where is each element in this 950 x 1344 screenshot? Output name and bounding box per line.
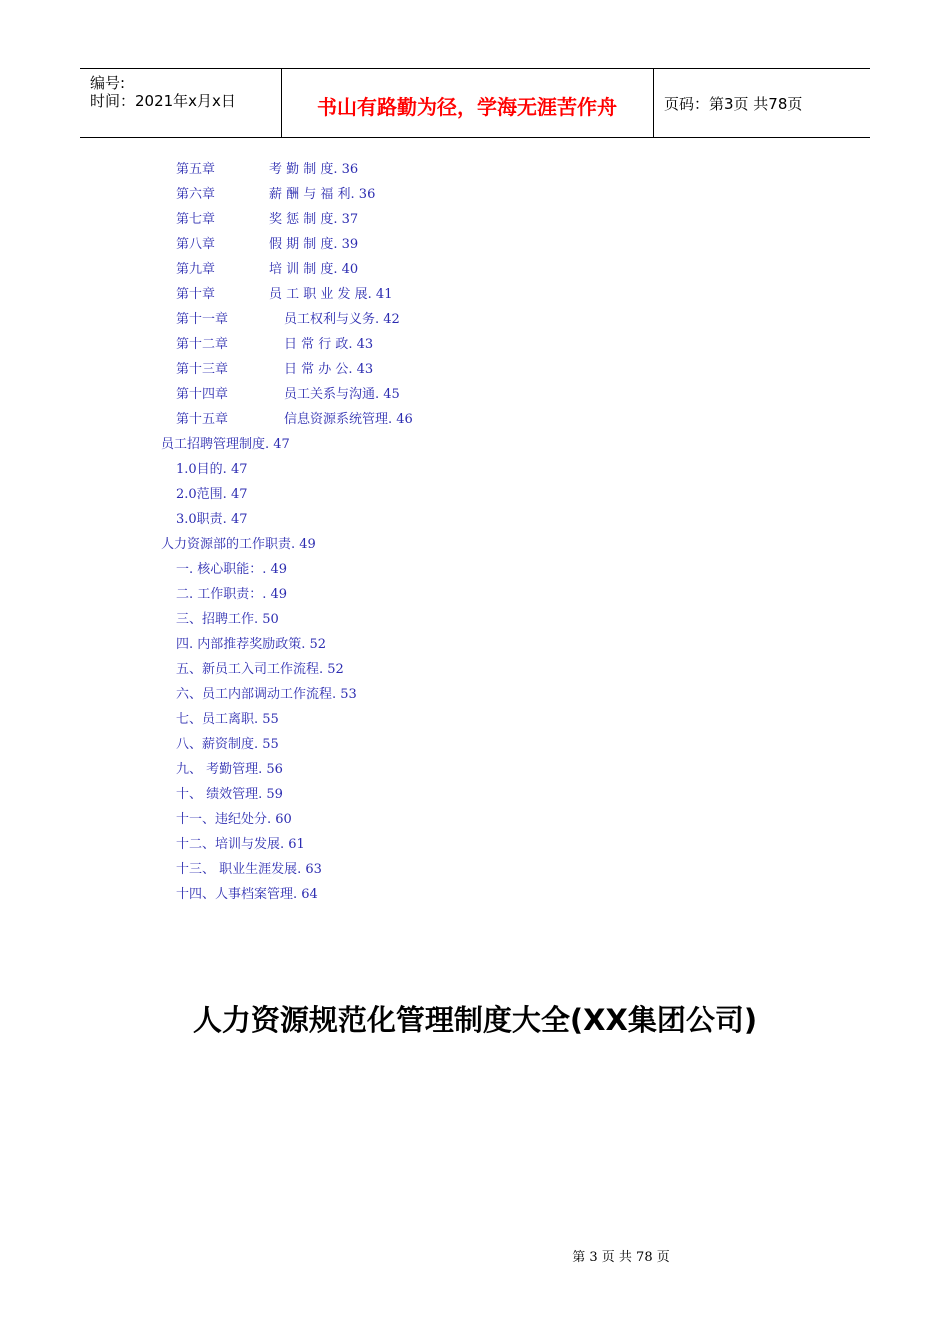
toc-entry[interactable] xyxy=(176,485,247,505)
toc-entry-title: 3.0职责. 47 xyxy=(176,512,248,527)
toc-entry[interactable] xyxy=(176,335,373,355)
header-meta-cell xyxy=(80,69,282,137)
toc-entry[interactable] xyxy=(161,435,290,455)
toc-entry[interactable] xyxy=(176,235,358,255)
toc-entry-title: 1.0目的. 47 xyxy=(176,462,248,477)
toc-entry-title: 三、招聘工作. 50 xyxy=(176,612,279,627)
toc-entry-number: 第六章 xyxy=(176,187,216,202)
toc-entry[interactable] xyxy=(176,385,400,405)
toc-entry-number: 第十二章 xyxy=(176,337,229,352)
toc-entry[interactable] xyxy=(161,535,316,555)
toc-entry[interactable] xyxy=(176,785,283,805)
toc-entry-number: 第十四章 xyxy=(176,387,229,402)
toc-entry-title: 十三、 职业生涯发展. 63 xyxy=(176,862,322,877)
toc-entry-title: 十二、培训与发展. 61 xyxy=(176,837,305,852)
toc-entry-title: 九、 考勤管理. 56 xyxy=(176,762,283,777)
toc-entry-title: 十一、违纪处分. 60 xyxy=(176,812,292,827)
toc-entry-title: 五、新员工入司工作流程. 52 xyxy=(176,662,344,677)
toc-entry-title: 考 勤 制 度. 36 xyxy=(269,162,359,177)
toc-entry-title: 四. 内部推荐奖励政策. 52 xyxy=(176,637,327,652)
toc-entry-number: 第九章 xyxy=(176,262,216,277)
motto: 书山有路勤为径，学海无涯苦作舟 xyxy=(317,95,617,119)
toc-entry-title: 十四、人事档案管理. 64 xyxy=(176,887,318,902)
toc-entry-title: 二. 工作职责：. 49 xyxy=(176,587,288,602)
toc-entry[interactable] xyxy=(176,685,357,705)
toc-entry-number: 第十一章 xyxy=(176,312,229,327)
header-page-cell xyxy=(654,69,870,137)
toc-entry[interactable] xyxy=(176,835,305,855)
toc-entry-title: 十、 绩效管理. 59 xyxy=(176,787,283,802)
toc-entry-number: 第十三章 xyxy=(176,362,229,377)
toc-entry[interactable] xyxy=(176,260,358,280)
toc-entry-title: 日 常 办 公. 43 xyxy=(284,362,374,377)
toc-entry-number: 第七章 xyxy=(176,212,216,227)
toc-entry-title: 薪 酬 与 福 利. 36 xyxy=(269,187,376,202)
toc-entry-title: 八、薪资制度. 55 xyxy=(176,737,279,752)
document-title: 人力资源规范化管理制度大全(XX集团公司) xyxy=(192,1003,758,1037)
toc-entry-title: 培 训 制 度. 40 xyxy=(269,262,359,277)
toc-entry-title: 七、员工离职. 55 xyxy=(176,712,279,727)
toc-entry[interactable] xyxy=(176,660,344,680)
page-header xyxy=(80,68,870,138)
toc-entry[interactable] xyxy=(176,285,392,305)
toc-entry[interactable] xyxy=(176,585,287,605)
header-motto-cell xyxy=(281,69,654,137)
toc-entry-number: 第八章 xyxy=(176,237,216,252)
toc-entry[interactable] xyxy=(176,410,413,430)
toc-entry-title: 人力资源部的工作职责. 49 xyxy=(161,537,316,552)
toc-entry-title: 2.0范围. 47 xyxy=(176,487,248,502)
toc-entry-title: 假 期 制 度. 39 xyxy=(269,237,359,252)
toc-entry[interactable] xyxy=(176,185,375,205)
toc-entry[interactable] xyxy=(176,460,247,480)
toc-entry-title: 员工权利与义务. 42 xyxy=(284,312,400,327)
toc-entry-title: 员工关系与沟通. 45 xyxy=(284,387,400,402)
toc-entry-number: 第十五章 xyxy=(176,412,229,427)
toc-entry-title: 奖 惩 制 度. 37 xyxy=(269,212,359,227)
toc-entry-number: 第十章 xyxy=(176,287,216,302)
toc-entry[interactable] xyxy=(176,360,373,380)
toc-entry[interactable] xyxy=(176,510,247,530)
page-footer: 第 3 页 共 78 页 xyxy=(572,1250,670,1265)
page-info: 页码：第3页 共78页 xyxy=(664,95,803,113)
toc-entry-title: 信息资源系统管理. 46 xyxy=(284,412,413,427)
toc-entry[interactable] xyxy=(176,160,358,180)
toc-entry[interactable] xyxy=(176,735,279,755)
toc-entry[interactable] xyxy=(176,310,400,330)
toc-entry-title: 一. 核心职能：. 49 xyxy=(176,562,288,577)
toc-entry-title: 员 工 职 业 发 展. 41 xyxy=(269,287,393,302)
code-label: 编号: xyxy=(90,74,126,92)
toc-entry[interactable] xyxy=(176,635,326,655)
toc-entry-title: 日 常 行 政. 43 xyxy=(284,337,374,352)
toc-entry[interactable] xyxy=(176,610,279,630)
toc-entry[interactable] xyxy=(176,760,283,780)
toc-entry[interactable] xyxy=(176,560,287,580)
time-label: 时间：2021年x月x日 xyxy=(90,92,236,110)
toc-entry[interactable] xyxy=(176,710,279,730)
toc-entry-title: 六、员工内部调动工作流程. 53 xyxy=(176,687,357,702)
toc-entry-number: 第五章 xyxy=(176,162,216,177)
toc-entry[interactable] xyxy=(176,860,322,880)
toc-entry[interactable] xyxy=(176,210,358,230)
toc-entry[interactable] xyxy=(176,810,292,830)
toc-entry-title: 员工招聘管理制度. 47 xyxy=(161,437,290,452)
toc-entry[interactable] xyxy=(176,885,318,905)
